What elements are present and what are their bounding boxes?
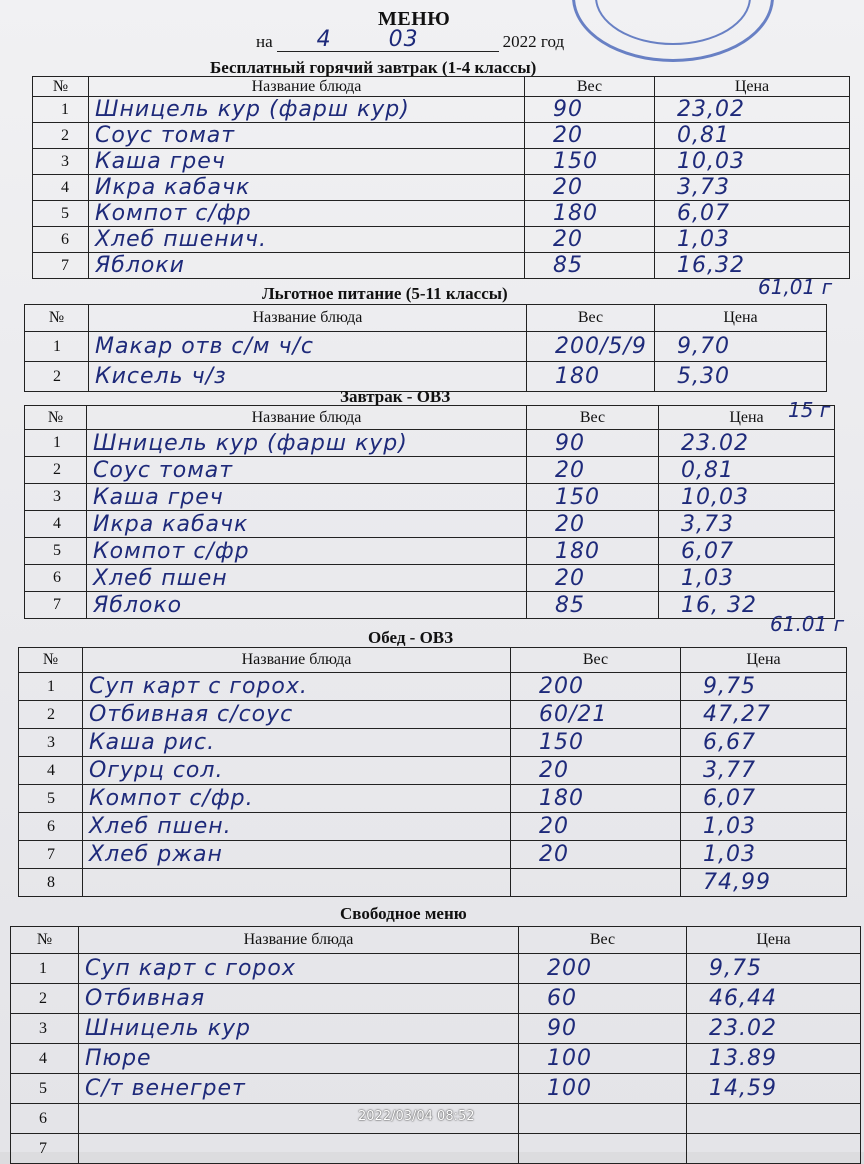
dish-weight	[527, 511, 659, 538]
dish-price	[681, 757, 847, 785]
dish-weight	[527, 457, 659, 484]
table-row	[19, 757, 847, 785]
column-header-name: Название блюда	[87, 406, 527, 430]
dish-weight	[519, 1044, 687, 1074]
dish-price-text: 0,81	[681, 457, 734, 483]
dish-weight-text: 20	[555, 511, 585, 537]
table-row	[19, 869, 847, 897]
dish-name-text: Икра кабачк	[95, 175, 251, 200]
dish-name	[79, 1044, 519, 1074]
column-header-price: Цена	[687, 927, 861, 954]
dish-weight-text: 200	[539, 674, 584, 699]
dish-weight	[527, 565, 659, 592]
dish-weight	[511, 757, 681, 785]
dish-name	[89, 97, 525, 123]
dish-price-text: 6,67	[703, 730, 756, 755]
dish-name	[89, 175, 525, 201]
date-day: 4	[316, 27, 332, 52]
dish-weight-text: 180	[555, 364, 600, 389]
row-number: 8	[19, 869, 83, 897]
table-header-row	[25, 305, 827, 332]
dish-name-text: Хлеб ржан	[89, 842, 223, 867]
dish-weight	[527, 332, 655, 362]
menu-table-discount-meals	[24, 304, 827, 392]
dish-price-text: 0,81	[677, 123, 730, 148]
row-number: 3	[33, 149, 89, 175]
row-number: 5	[25, 538, 87, 565]
dish-price	[655, 227, 850, 253]
dish-weight	[525, 175, 655, 201]
dish-name	[89, 227, 525, 253]
column-header-price: Цена	[681, 648, 847, 673]
dish-weight	[525, 253, 655, 279]
dish-name-text: Хлеб пшенич.	[95, 227, 267, 252]
dish-weight	[525, 227, 655, 253]
dish-price-text: 74,99	[703, 870, 771, 895]
section-total-breakfast-ovz: 61.01 г	[770, 612, 845, 636]
dish-weight	[511, 869, 681, 897]
dish-price-text: 23,02	[677, 97, 745, 122]
dish-price	[681, 673, 847, 701]
dish-name	[83, 673, 511, 701]
dish-weight-text: 180	[539, 786, 584, 811]
dish-price	[681, 813, 847, 841]
dish-name-text: Суп карт с горох	[85, 956, 296, 981]
dish-price-text: 1,03	[703, 842, 756, 867]
dish-name	[79, 1074, 519, 1104]
row-number: 6	[19, 813, 83, 841]
table-row	[11, 1134, 861, 1164]
date-prefix: на	[256, 32, 273, 51]
column-header-weight: Вес	[525, 77, 655, 97]
dish-weight-text: 150	[555, 484, 600, 510]
dish-weight-text: 60	[547, 986, 577, 1011]
dish-weight-text: 180	[555, 538, 600, 564]
column-header-price: Цена	[655, 77, 850, 97]
dish-price	[659, 484, 835, 511]
dish-weight-text: 150	[553, 149, 598, 174]
row-number: 1	[25, 332, 89, 362]
row-number: 2	[19, 701, 83, 729]
dish-weight-text: 85	[553, 253, 583, 278]
dish-price	[655, 175, 850, 201]
dish-weight-text: 200/5/9	[555, 334, 647, 359]
column-header-num: №	[33, 77, 89, 97]
table-row	[33, 149, 850, 175]
column-header-price: Цена	[655, 305, 827, 332]
page-title: МЕНЮ	[378, 8, 451, 30]
row-number: 5	[11, 1074, 79, 1104]
dish-name-text: Кисель ч/з	[95, 364, 227, 389]
table-row	[25, 592, 835, 619]
dish-weight-text: 20	[553, 227, 583, 252]
dish-weight	[527, 538, 659, 565]
column-header-weight: Вес	[511, 648, 681, 673]
dish-name	[79, 1014, 519, 1044]
table-row	[25, 457, 835, 484]
dish-price-text: 16, 32	[681, 592, 757, 618]
dish-name-text: Огурц сол.	[89, 758, 224, 783]
dish-price	[681, 701, 847, 729]
dish-weight-text: 100	[547, 1046, 592, 1071]
dish-price-text: 16,32	[677, 253, 745, 278]
table-row	[33, 253, 850, 279]
dish-weight-text: 60/21	[539, 702, 608, 727]
row-number: 6	[33, 227, 89, 253]
row-number: 1	[33, 97, 89, 123]
dish-price	[681, 729, 847, 757]
dish-price	[687, 954, 861, 984]
dish-weight	[519, 1014, 687, 1044]
section-total-free-breakfast: 61,01 г	[758, 275, 833, 299]
row-number: 4	[19, 757, 83, 785]
dish-price	[687, 984, 861, 1014]
dish-name	[89, 332, 527, 362]
dish-name	[87, 592, 527, 619]
dish-weight	[525, 201, 655, 227]
dish-price-text: 9,70	[677, 334, 730, 359]
dish-name-text: Яблоки	[95, 253, 185, 278]
row-number: 1	[19, 673, 83, 701]
dish-price-text: 6,07	[681, 538, 734, 564]
table-row	[25, 430, 835, 457]
dish-weight-text: 20	[555, 457, 585, 483]
row-number: 6	[25, 565, 87, 592]
menu-table-lunch-ovz	[18, 647, 847, 897]
dish-price-text: 3,77	[703, 758, 756, 783]
dish-weight-text: 20	[539, 758, 569, 783]
table-row	[25, 538, 835, 565]
section-title-breakfast-ovz: Завтрак - ОВЗ	[340, 387, 451, 406]
row-number: 4	[33, 175, 89, 201]
row-number: 3	[25, 484, 87, 511]
menu-table-breakfast-ovz	[24, 405, 835, 619]
dish-price	[659, 538, 835, 565]
dish-name-text: Хлеб пшен.	[89, 814, 232, 839]
dish-weight	[511, 813, 681, 841]
dish-price	[659, 511, 835, 538]
dish-name	[83, 785, 511, 813]
section-total-discount-meals: 15 г	[788, 398, 831, 422]
table-row	[19, 785, 847, 813]
dish-name	[89, 362, 527, 392]
dish-name-text: Отбивная с/соус	[89, 702, 294, 727]
dish-weight	[511, 729, 681, 757]
dish-name-text: Каша рис.	[89, 730, 216, 755]
dish-name	[87, 538, 527, 565]
school-stamp	[572, 0, 774, 62]
dish-price	[655, 201, 850, 227]
photo-timestamp: 2022/03/04 08:52	[358, 1109, 475, 1124]
dish-weight-text: 20	[553, 175, 583, 200]
dish-weight	[511, 785, 681, 813]
row-number: 4	[11, 1044, 79, 1074]
column-header-weight: Вес	[527, 305, 655, 332]
dish-weight-text: 20	[539, 814, 569, 839]
dish-weight-text: 180	[553, 201, 598, 226]
dish-price	[681, 841, 847, 869]
row-number: 5	[33, 201, 89, 227]
dish-weight	[519, 1074, 687, 1104]
dish-name	[83, 701, 511, 729]
dish-name-text: Каша греч	[95, 149, 226, 174]
table-row	[19, 673, 847, 701]
dish-weight-text: 20	[553, 123, 583, 148]
dish-name-text: Икра кабачк	[93, 511, 249, 537]
dish-weight	[511, 673, 681, 701]
dish-price	[687, 1014, 861, 1044]
dish-name	[79, 1134, 519, 1164]
column-header-num: №	[25, 406, 87, 430]
dish-weight-text: 100	[547, 1076, 592, 1101]
dish-price	[655, 362, 827, 392]
dish-weight-text: 90	[553, 97, 583, 122]
table-row	[25, 511, 835, 538]
dish-weight-text: 20	[555, 565, 585, 591]
dish-weight	[527, 484, 659, 511]
column-header-name: Название блюда	[79, 927, 519, 954]
dish-weight	[527, 362, 655, 392]
dish-name-text: Компот с/фр	[95, 201, 252, 226]
table-header-row	[19, 648, 847, 673]
dish-price-text: 5,30	[677, 364, 730, 389]
dish-price-text: 9,75	[709, 956, 762, 981]
dish-price-text: 23.02	[681, 430, 749, 456]
row-number: 3	[19, 729, 83, 757]
table-row	[11, 1074, 861, 1104]
dish-price	[659, 430, 835, 457]
table-row	[33, 201, 850, 227]
table-header-row	[25, 406, 835, 430]
table-row	[19, 729, 847, 757]
dish-name-text: Каша греч	[93, 484, 224, 510]
dish-name-text: Компот с/фр	[93, 538, 250, 564]
dish-weight-text: 20	[539, 842, 569, 867]
column-header-weight: Вес	[527, 406, 659, 430]
row-number: 2	[25, 457, 87, 484]
dish-name	[87, 484, 527, 511]
row-number: 7	[19, 841, 83, 869]
section-title-free-menu: Свободное меню	[340, 904, 467, 923]
table-row	[19, 813, 847, 841]
dish-name-text: Хлеб пшен	[93, 565, 228, 591]
row-number: 1	[11, 954, 79, 984]
dish-price-text: 46,44	[709, 986, 777, 1011]
row-number: 2	[25, 362, 89, 392]
dish-weight-text: 90	[555, 430, 585, 456]
dish-price-text: 10,03	[677, 149, 745, 174]
table-row	[33, 227, 850, 253]
dish-price-text: 47,27	[703, 702, 771, 727]
table-row	[25, 484, 835, 511]
dish-weight-text: 150	[539, 730, 584, 755]
dish-name-text: Яблоко	[93, 592, 183, 618]
table-row	[33, 123, 850, 149]
dish-price	[659, 457, 835, 484]
column-header-name: Название блюда	[89, 77, 525, 97]
dish-price-text: 6,07	[677, 201, 730, 226]
row-number: 5	[19, 785, 83, 813]
dish-weight-text: 85	[555, 592, 585, 618]
dish-weight	[525, 97, 655, 123]
dish-weight	[525, 149, 655, 175]
dish-price	[655, 332, 827, 362]
section-title-discount-meals: Льготное питание (5-11 классы)	[262, 284, 508, 303]
dish-name	[83, 813, 511, 841]
dish-name	[87, 565, 527, 592]
dish-name	[89, 149, 525, 175]
dish-name	[89, 201, 525, 227]
dish-name	[87, 430, 527, 457]
dish-price-text: 23.02	[709, 1016, 777, 1041]
dish-price	[655, 123, 850, 149]
dish-price-text: 10,03	[681, 484, 749, 510]
table-header-row	[11, 927, 861, 954]
dish-weight	[525, 123, 655, 149]
dish-name-text: Компот с/фр.	[89, 786, 254, 811]
dish-weight-text: 200	[547, 956, 592, 981]
section-title-lunch-ovz: Обед - ОВЗ	[368, 628, 454, 647]
dish-weight	[519, 1104, 687, 1134]
column-header-name: Название блюда	[83, 648, 511, 673]
dish-price-text: 9,75	[703, 674, 756, 699]
dish-price-text: 1,03	[703, 814, 756, 839]
dish-price-text: 3,73	[681, 511, 734, 537]
dish-weight	[519, 984, 687, 1014]
dish-name-text: Шницель кур (фарш кур)	[95, 97, 410, 122]
dish-price	[681, 785, 847, 813]
dish-price	[681, 869, 847, 897]
dish-weight	[511, 841, 681, 869]
table-row	[25, 565, 835, 592]
dish-weight	[511, 701, 681, 729]
dish-price-text: 13.89	[709, 1046, 777, 1071]
dish-name-text: Макар отв с/м ч/с	[95, 334, 315, 359]
section-title-free-breakfast: Бесплатный горячий завтрак (1-4 классы)	[210, 58, 537, 77]
column-header-weight: Вес	[519, 927, 687, 954]
column-header-name: Название блюда	[89, 305, 527, 332]
dish-weight	[519, 954, 687, 984]
dish-name-text: Суп карт с горох.	[89, 674, 308, 699]
dish-name	[87, 511, 527, 538]
dish-weight-text: 90	[547, 1016, 577, 1041]
row-number: 1	[25, 430, 87, 457]
dish-price-text: 14,59	[709, 1076, 777, 1101]
dish-weight	[519, 1134, 687, 1164]
column-header-num: №	[25, 305, 89, 332]
dish-price	[687, 1074, 861, 1104]
dish-name-text: Отбивная	[85, 986, 206, 1011]
dish-price	[687, 1104, 861, 1134]
date-line	[256, 27, 565, 52]
dish-name-text: Соус томат	[95, 123, 236, 148]
dish-price-text: 3,73	[677, 175, 730, 200]
dish-name	[83, 729, 511, 757]
table-row	[33, 97, 850, 123]
dish-price-text: 6,07	[703, 786, 756, 811]
table-row	[19, 701, 847, 729]
dish-name-text: Шницель кур	[85, 1016, 252, 1041]
dish-name-text: Пюре	[85, 1046, 152, 1071]
dish-name	[79, 984, 519, 1014]
dish-price	[655, 149, 850, 175]
dish-price-text: 1,03	[677, 227, 730, 252]
row-number: 7	[33, 253, 89, 279]
menu-table-free-menu	[10, 926, 861, 1164]
dish-name	[83, 757, 511, 785]
table-row	[11, 984, 861, 1014]
table-row	[33, 175, 850, 201]
dish-name-text: С/т венегрет	[85, 1076, 246, 1101]
date-year: 2022 год	[502, 32, 565, 51]
row-number: 7	[25, 592, 87, 619]
column-header-price: Цена	[659, 406, 835, 430]
dish-name	[79, 954, 519, 984]
dish-weight	[527, 430, 659, 457]
row-number: 2	[33, 123, 89, 149]
dish-price	[687, 1134, 861, 1164]
dish-name	[83, 869, 511, 897]
dish-weight	[527, 592, 659, 619]
dish-price	[687, 1044, 861, 1074]
table-row	[11, 1014, 861, 1044]
row-number: 4	[25, 511, 87, 538]
dish-name	[87, 457, 527, 484]
row-number: 2	[11, 984, 79, 1014]
dish-price-text: 1,03	[681, 565, 734, 591]
dish-name	[83, 841, 511, 869]
table-row	[11, 1044, 861, 1074]
table-row	[11, 954, 861, 984]
table-row	[25, 332, 827, 362]
column-header-num: №	[11, 927, 79, 954]
table-header-row	[33, 77, 850, 97]
date-blank	[277, 27, 499, 52]
dish-name	[89, 253, 525, 279]
table-row	[19, 841, 847, 869]
dish-name	[89, 123, 525, 149]
dish-price	[659, 565, 835, 592]
dish-name-text: Соус томат	[93, 457, 234, 483]
row-number: 7	[11, 1134, 79, 1164]
dish-name-text: Шницель кур (фарш кур)	[93, 430, 408, 456]
row-number: 6	[11, 1104, 79, 1134]
dish-price	[655, 97, 850, 123]
date-month: 03	[388, 27, 419, 52]
row-number: 3	[11, 1014, 79, 1044]
menu-table-free-breakfast	[32, 76, 850, 279]
column-header-num: №	[19, 648, 83, 673]
